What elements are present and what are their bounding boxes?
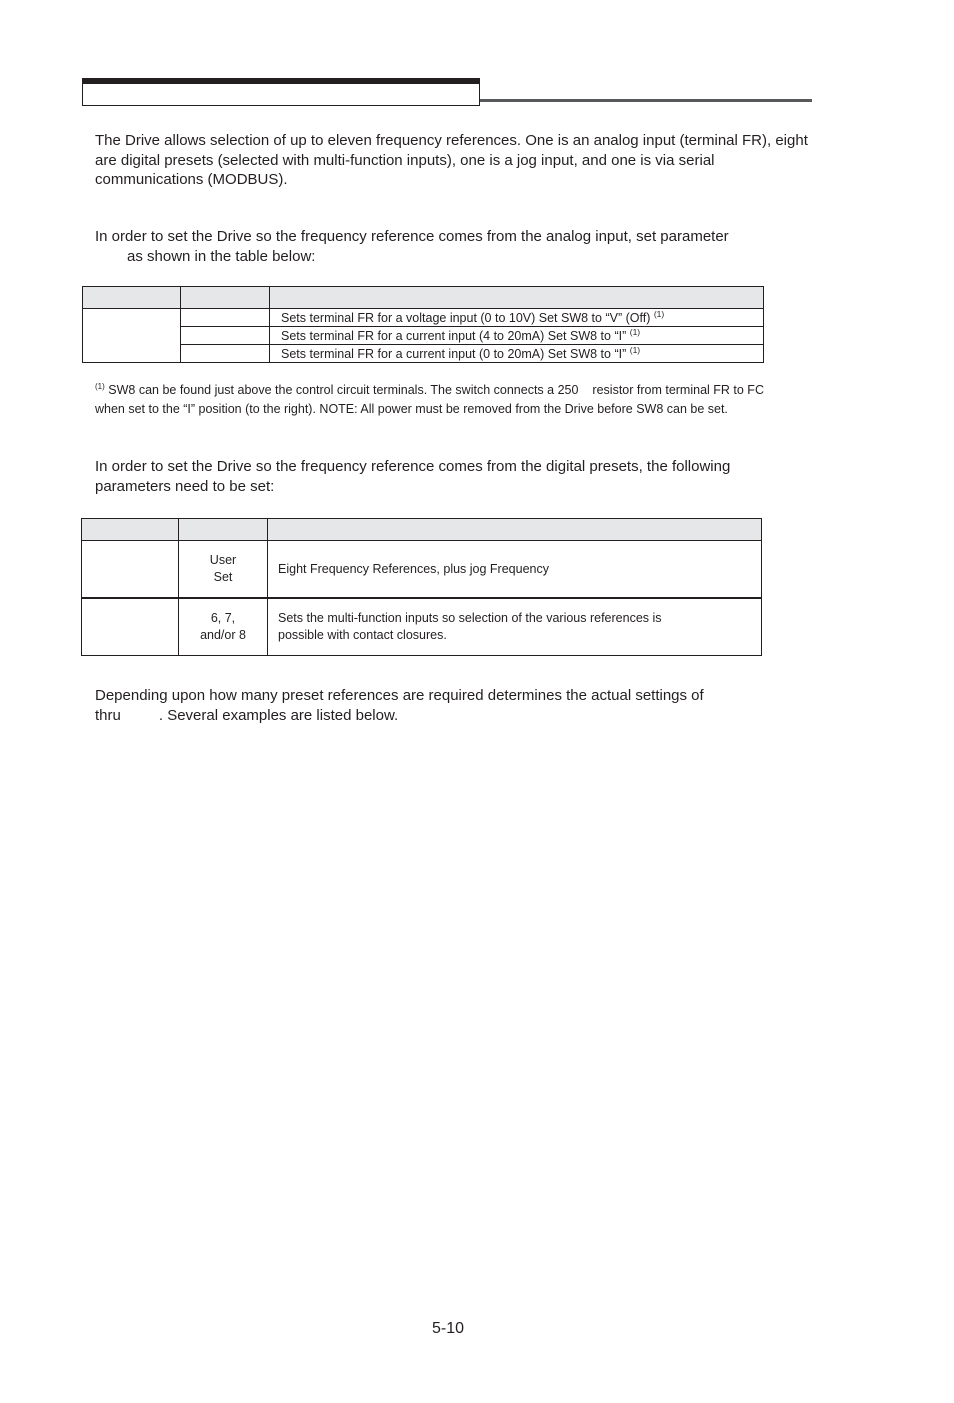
setting-cell: 6, 7, and/or 8 — [179, 598, 268, 656]
table-header-row — [83, 287, 764, 309]
digital-paragraph: In order to set the Drive so the frequency reference comes from the digital presets, the following parameters need to be set: — [95, 458, 731, 495]
setting-cell — [181, 327, 270, 345]
header-cell — [181, 287, 270, 309]
setting-cell — [181, 345, 270, 363]
footnote: $^{(1)}$ SW8 can be found just above the control circuit terminals. The switch connects a 250 resistor from terminal FR to FC when set to the “I” position (to the right). NOTE: All power must be removed from the Drive before SW8 can be set. — [95, 382, 764, 416]
table-row — [82, 598, 762, 656]
intro-paragraph: The Drive allows selection of up to eleven frequency references. One is an analog input (terminal FR), eight are digital presets (selected with multi-function inputs), one is a jog input, and one is via serial communications (MODBUS). — [95, 132, 808, 188]
header-cell — [270, 287, 764, 309]
setting-cell — [181, 309, 270, 327]
table-row — [82, 541, 762, 599]
analog-paragraph — [95, 227, 815, 266]
description-cell: Eight Frequency References, plus jog Frequency — [268, 541, 762, 599]
analog-paragraph-line1: In order to set the Drive so the frequency reference comes from the analog input, set parameter — [95, 228, 729, 245]
page-number: 5-10 — [432, 1320, 465, 1337]
setting-cell: User Set — [179, 541, 268, 599]
header-cell — [268, 519, 762, 541]
table-header-row — [82, 519, 762, 541]
header-cell — [82, 519, 179, 541]
description-cell: Sets terminal FR for a current input (0 to 20mA) Set SW8 to “I” $^{(1)}$ — [270, 345, 764, 363]
parameter-cell — [82, 541, 179, 599]
section-header-rule — [480, 99, 812, 102]
description-cell: Sets terminal FR for a voltage input (0 to 10V) Set SW8 to “V” (Off) $^{(1)}$ — [270, 309, 764, 327]
header-cell — [179, 519, 268, 541]
description-cell: Sets the multi-function inputs so selection of the various references is possible with contact closures. — [268, 598, 762, 656]
closing-paragraph: Depending upon how many preset references are required determines the actual settings of thru . Several examples are listed below. — [95, 687, 704, 724]
description-cell: Sets terminal FR for a current input (4 to 20mA) Set SW8 to “I” $^{(1)}$ — [270, 327, 764, 345]
parameter-cell — [82, 598, 179, 656]
table-row — [83, 345, 764, 363]
footnote-mark: (1) — [95, 382, 105, 391]
table-row — [83, 309, 764, 327]
analog-input-table — [82, 286, 764, 363]
parameter-cell — [83, 309, 181, 363]
section-header-box — [82, 78, 480, 106]
digital-preset-table — [81, 518, 762, 656]
header-cell — [83, 287, 181, 309]
analog-paragraph-line2: as shown in the table below: — [127, 247, 316, 265]
table-row — [83, 327, 764, 345]
